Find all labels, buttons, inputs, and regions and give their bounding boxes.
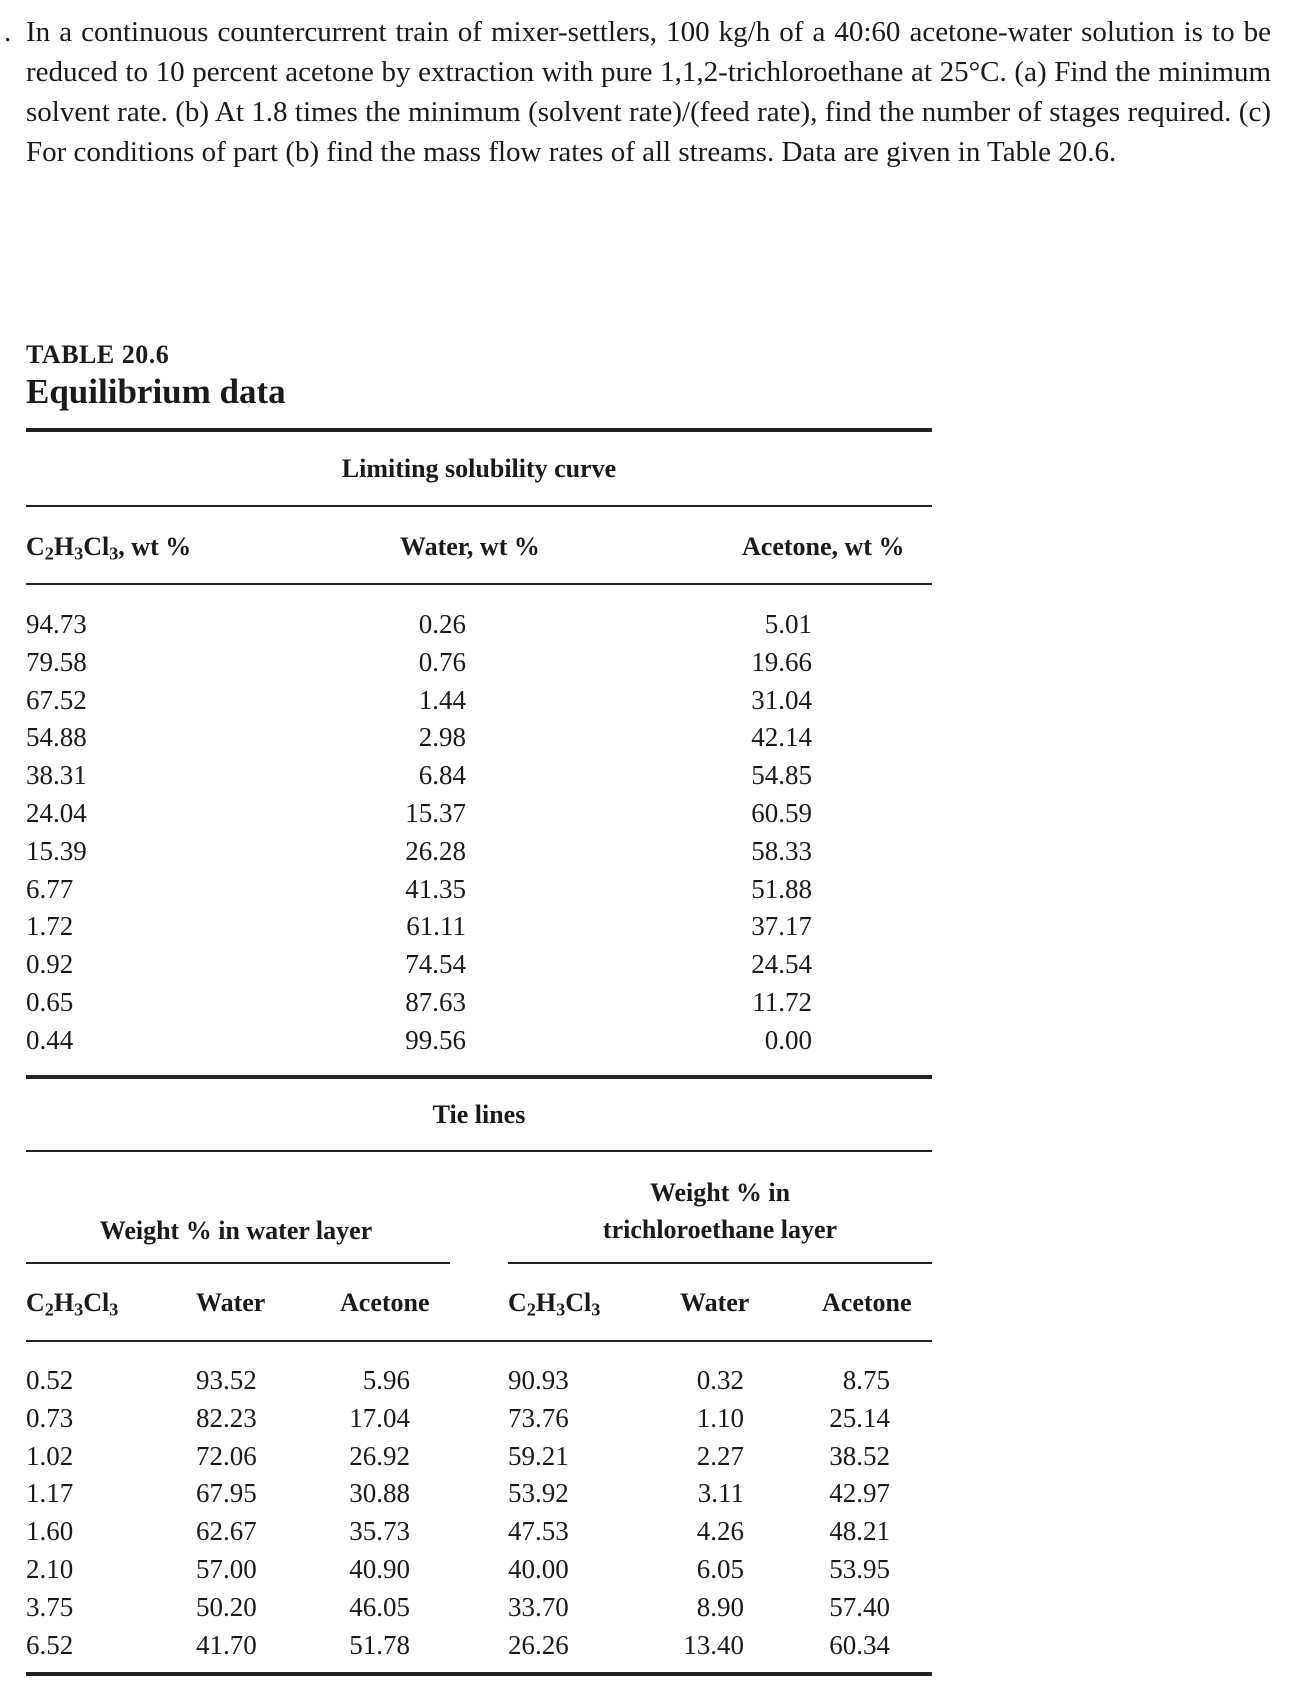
table-cell: 1.44	[418, 684, 466, 715]
table-cell: 1.17	[26, 1478, 74, 1509]
table-cell: 74.54	[405, 949, 466, 980]
rule	[26, 1075, 932, 1079]
table-cell: 26.92	[349, 1440, 410, 1471]
table-cell: 0.76	[418, 646, 466, 677]
table-cell: 41.35	[405, 873, 466, 904]
table-cell: 24.04	[26, 797, 87, 828]
table-cell: 42.97	[829, 1478, 890, 1509]
header-tce-layer-c2h3cl3: $C_2H_3Cl_3$	[508, 1288, 601, 1320]
table-cell: 51.88	[751, 873, 812, 904]
table-cell: 72.06	[196, 1440, 257, 1471]
tie-water-water-column	[196, 1362, 306, 1664]
table-cell: 93.52	[196, 1365, 257, 1395]
rule	[26, 1262, 450, 1264]
tie-lines-section-title: Tie lines	[432, 1100, 526, 1129]
header-water-layer-c2h3cl3: $C_2H_3Cl_3$	[26, 1288, 119, 1320]
table-cell: 0.52	[26, 1365, 74, 1395]
table-cell: 48.21	[829, 1516, 890, 1547]
table-cell: 40.90	[349, 1553, 410, 1584]
table-cell: 4.26	[696, 1516, 744, 1547]
table-cell: 5.01	[764, 609, 812, 639]
table-cell: 8.75	[842, 1365, 890, 1395]
table-cell: 90.93	[508, 1365, 569, 1395]
header-water-wt: Water, wt %	[400, 532, 540, 561]
table-cell: 1.60	[26, 1516, 74, 1547]
table-cell: 31.04	[751, 684, 812, 715]
header-acetone-wt: Acetone, wt %	[742, 532, 905, 561]
table-cell: 0.00	[764, 1024, 812, 1055]
table-cell: 1.10	[696, 1402, 744, 1433]
table-cell: 6.77	[26, 873, 74, 904]
table-cell: 82.23	[196, 1402, 257, 1433]
header-tce-layer-acetone: Acetone	[822, 1288, 912, 1317]
table-cell: 2.27	[696, 1440, 744, 1471]
rule	[26, 1340, 932, 1342]
table-cell: 2.10	[26, 1553, 74, 1584]
table-cell: 6.52	[26, 1629, 74, 1660]
solubility-acetone-column	[726, 606, 812, 1060]
table-cell: 0.73	[26, 1402, 74, 1433]
tce-layer-header-line1: Weight % in	[649, 1178, 791, 1207]
table-cell: 11.72	[752, 986, 812, 1017]
table-cell: 58.33	[751, 835, 812, 866]
table-cell: 62.67	[196, 1516, 257, 1547]
table-cell: 3.75	[26, 1591, 74, 1622]
tie-tce-water-column	[660, 1362, 744, 1664]
top-rule	[26, 428, 932, 432]
rule	[26, 583, 932, 585]
table-cell: 8.90	[696, 1591, 744, 1622]
table-cell: 60.59	[751, 797, 812, 828]
header-water-layer-acetone: Acetone	[340, 1288, 430, 1317]
table-cell: 35.73	[349, 1516, 410, 1547]
table-cell: 38.31	[26, 760, 87, 791]
table-cell: 25.14	[829, 1402, 890, 1433]
table-title: Equilibrium data	[26, 372, 286, 411]
table-cell: 60.34	[829, 1629, 890, 1660]
table-cell: 19.66	[751, 646, 812, 677]
tie-tce-c2h3cl3-column	[508, 1362, 618, 1664]
table-cell: 94.73	[26, 609, 87, 639]
table-cell: 42.14	[751, 722, 812, 753]
table-cell: 24.54	[751, 949, 812, 980]
tie-tce-acetone-column	[800, 1362, 890, 1664]
bottom-rule	[26, 1672, 932, 1676]
tce-layer-header	[560, 1174, 880, 1248]
table-cell: 87.63	[405, 986, 466, 1017]
table-cell: 1.02	[26, 1440, 74, 1471]
table-cell: 0.32	[696, 1365, 744, 1395]
table-cell: 6.84	[418, 760, 466, 791]
table-cell: 37.17	[751, 911, 812, 942]
table-cell: 2.98	[418, 722, 466, 753]
table-cell: 54.88	[26, 722, 87, 753]
tie-water-acetone-column	[320, 1362, 410, 1664]
table-cell: 0.65	[26, 986, 74, 1017]
table-cell: 67.52	[26, 684, 87, 715]
table-cell: 0.92	[26, 949, 74, 980]
table-cell: 26.26	[508, 1629, 569, 1660]
table-cell: 57.40	[829, 1591, 890, 1622]
table-cell: 33.70	[508, 1591, 569, 1622]
table-cell: 15.37	[405, 797, 466, 828]
table-cell: 79.58	[26, 646, 87, 677]
table-label: TABLE 20.6	[26, 340, 170, 369]
table-cell: 47.53	[508, 1516, 569, 1547]
tie-water-c2h3cl3-column	[26, 1362, 136, 1664]
problem-text: In a continuous countercurrent train of mixer-settlers, 100 kg/h of a 40:60 acetone-water solution is to be reduced to 10 percent acetone by extraction with pure 1,1,2-trichloroethane at 25°C. (a) Find the minimum solvent rate. (b) At 1.8 times the minimum (solvent rate)/(feed rate), find the number of stages required. (c) For conditions of part (b) find the mass flow rates of all streams. Data are given in Table 20.6.	[26, 16, 1271, 168]
table-cell: 53.92	[508, 1478, 569, 1509]
table-cell: 6.05	[696, 1553, 744, 1584]
table-cell: 5.96	[362, 1365, 410, 1395]
solubility-water-column	[380, 606, 466, 1060]
rule	[26, 505, 932, 507]
table-cell: 99.56	[405, 1024, 466, 1055]
solubility-section-title: Limiting solubility curve	[341, 454, 617, 483]
problem-bullet: .	[4, 16, 12, 48]
table-cell: 59.21	[508, 1440, 569, 1471]
problem-statement	[4, 12, 1271, 172]
table-cell: 15.39	[26, 835, 87, 866]
table-cell: 0.26	[418, 609, 466, 639]
table-cell: 1.72	[26, 911, 74, 942]
solubility-c2h3cl3-column	[26, 606, 146, 1060]
header-tce-layer-water: Water	[680, 1288, 750, 1317]
table-cell: 46.05	[349, 1591, 410, 1622]
header-water-layer-water: Water	[196, 1288, 266, 1317]
table-cell: 17.04	[349, 1402, 410, 1433]
rule	[508, 1262, 932, 1264]
water-layer-header: Weight % in water layer	[99, 1216, 373, 1245]
table-cell: 57.00	[196, 1553, 257, 1584]
header-c2h3cl3-wt: $C_2H_3Cl_3$, wt %	[26, 532, 192, 564]
table-cell: 26.28	[405, 835, 466, 866]
table-cell: 13.40	[683, 1629, 744, 1660]
table-cell: 38.52	[829, 1440, 890, 1471]
table-cell: 51.78	[349, 1629, 410, 1660]
table-cell: 30.88	[349, 1478, 410, 1509]
table-cell: 50.20	[196, 1591, 257, 1622]
table-cell: 54.85	[751, 760, 812, 791]
table-cell: 3.11	[697, 1478, 744, 1509]
table-cell: 53.95	[829, 1553, 890, 1584]
rule	[26, 1150, 932, 1152]
table-cell: 0.44	[26, 1024, 74, 1055]
table-cell: 73.76	[508, 1402, 569, 1433]
tce-layer-header-line2: trichloroethane layer	[602, 1215, 838, 1244]
table-cell: 41.70	[196, 1629, 257, 1660]
table-cell: 67.95	[196, 1478, 257, 1509]
table-cell: 40.00	[508, 1553, 569, 1584]
table-cell: 61.11	[406, 911, 466, 942]
